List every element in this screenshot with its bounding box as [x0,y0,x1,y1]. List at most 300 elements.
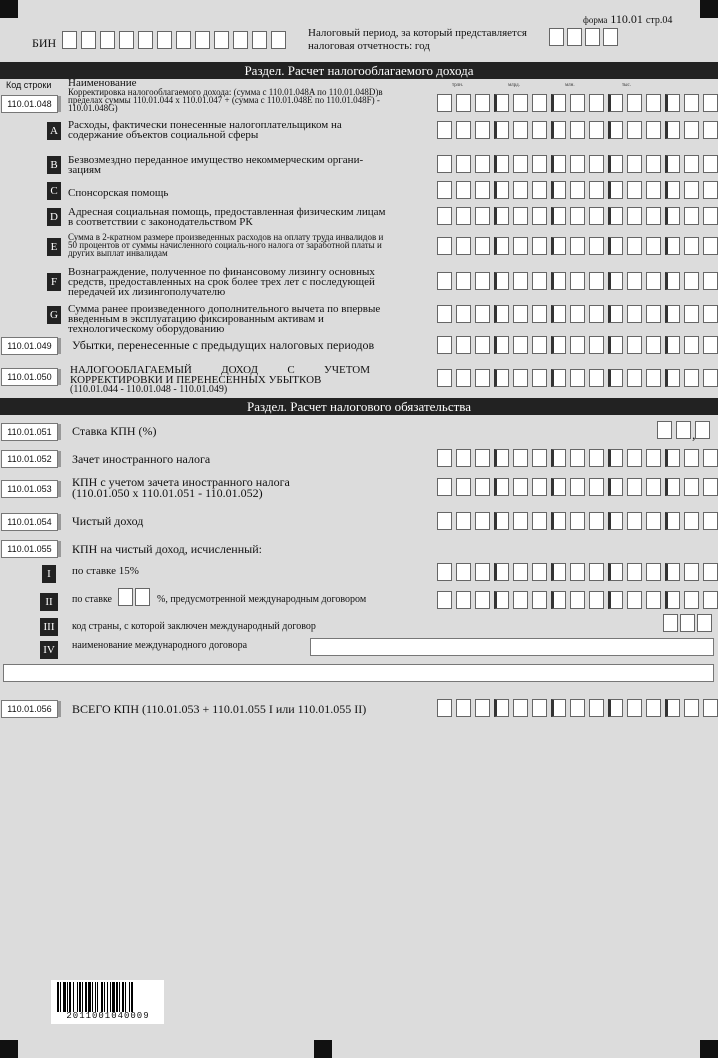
digit-cell[interactable] [494,181,509,199]
digit-cell[interactable] [195,31,210,49]
digit-cell[interactable] [589,591,604,609]
digit-cell[interactable] [81,31,96,49]
digit-cell[interactable] [513,512,528,530]
barcode-bar [131,982,133,1012]
digit-cell[interactable] [646,369,661,387]
digit-cell[interactable] [532,94,547,112]
treaty-name-input-continued[interactable] [3,664,714,682]
digit-cell[interactable] [570,181,585,199]
row-text-B: Безвозмездно переданное имущество некоммерческим органи-зациям [68,154,364,176]
digit-cell[interactable] [703,207,718,225]
digit-cell[interactable] [532,449,547,467]
digit-cell[interactable] [456,237,471,255]
digit-cell[interactable] [475,699,490,717]
digit-cell[interactable] [551,305,566,323]
digit-cell[interactable] [570,207,585,225]
digit-cell[interactable] [456,121,471,139]
digit-cell[interactable] [456,181,471,199]
digit-cell[interactable] [684,272,699,290]
digit-cell[interactable] [608,207,623,225]
digit-cell[interactable] [665,563,680,581]
digit-cell[interactable] [570,369,585,387]
digit-cell[interactable] [589,94,604,112]
digit-cell[interactable] [475,94,490,112]
digit-cell[interactable] [589,449,604,467]
digit-cell[interactable] [627,94,642,112]
digit-cell[interactable] [627,591,642,609]
digit-cell[interactable] [494,563,509,581]
digit-cell[interactable] [437,336,452,354]
digit-cell[interactable] [665,121,680,139]
digit-cell[interactable] [437,305,452,323]
digit-cell[interactable] [437,155,452,173]
digit-cell[interactable] [665,94,680,112]
row-text-G: Сумма ранее произведенного дополнительного вычета по впервые введенным в эксплуатацию фиксированным активам и технологическому оборудованию [68,303,381,335]
digit-cell[interactable] [589,237,604,255]
barcode-bar [79,982,81,1012]
digit-cell[interactable] [703,591,718,609]
digit-cell[interactable] [475,369,490,387]
digit-cell[interactable] [494,305,509,323]
digit-cell[interactable] [437,512,452,530]
digit-cell[interactable] [567,28,582,46]
digit-cell[interactable] [551,237,566,255]
barcode-bar [57,982,59,1012]
digit-cell[interactable] [570,449,585,467]
digit-cell[interactable] [589,272,604,290]
digit-cell[interactable] [627,155,642,173]
barcode-number: 2011001040009 [66,1011,150,1021]
digit-cell[interactable] [665,512,680,530]
digit-cell[interactable] [608,121,623,139]
digit-cell[interactable] [532,181,547,199]
digit-cell[interactable] [684,591,699,609]
digit-cell[interactable] [119,31,134,49]
digit-cell[interactable] [627,449,642,467]
digit-cell[interactable] [532,237,547,255]
barcode-bars [57,982,157,1012]
digit-cell[interactable] [494,699,509,717]
digit-cell[interactable] [513,121,528,139]
digit-cell[interactable] [676,421,691,439]
digit-cell[interactable] [627,369,642,387]
digit-cell[interactable] [665,305,680,323]
digit-cell[interactable] [437,121,452,139]
digit-cell[interactable] [475,478,490,496]
digit-cell[interactable] [456,94,471,112]
row-code-051: 110.01.051 [1,423,58,441]
digit-cell[interactable] [570,237,585,255]
digit-cell[interactable] [627,121,642,139]
digit-cell[interactable] [646,478,661,496]
digit-cell[interactable] [437,591,452,609]
row-text-052: Зачет иностранного налога [72,452,211,466]
digit-cell[interactable] [627,512,642,530]
row-text-II-before: по ставке [72,594,112,605]
digit-cell[interactable] [665,369,680,387]
digit-cell[interactable] [551,94,566,112]
digit-cell[interactable] [703,272,718,290]
digit-cell[interactable] [608,336,623,354]
digit-cell[interactable] [456,512,471,530]
digit-cell[interactable] [570,591,585,609]
digit-cell[interactable] [608,272,623,290]
digit-cell[interactable] [513,155,528,173]
digit-cell[interactable] [684,478,699,496]
digit-cell[interactable] [703,121,718,139]
digit-cell[interactable] [684,155,699,173]
digit-cell[interactable] [437,369,452,387]
digit-cell[interactable] [570,94,585,112]
digit-cell[interactable] [513,449,528,467]
digit-cell[interactable] [437,478,452,496]
digit-cell[interactable] [100,31,115,49]
digit-cell[interactable] [475,449,490,467]
digit-cell[interactable] [627,272,642,290]
letter-A: A [47,122,61,140]
digit-cell[interactable] [665,272,680,290]
digit-cell[interactable] [456,699,471,717]
digit-cell[interactable] [437,94,452,112]
digit-cell[interactable] [456,155,471,173]
digit-cell[interactable] [456,478,471,496]
digit-cell[interactable] [684,121,699,139]
digit-cell[interactable] [475,207,490,225]
digit-cell[interactable] [627,207,642,225]
digit-cell[interactable] [494,237,509,255]
digit-cell[interactable] [589,305,604,323]
digit-cell[interactable] [532,272,547,290]
barcode-bar [73,982,74,1012]
digit-cell[interactable] [494,94,509,112]
digit-cell[interactable] [570,336,585,354]
digit-cell[interactable] [684,237,699,255]
digit-cell[interactable] [532,699,547,717]
digit-cell[interactable] [456,563,471,581]
digit-cell[interactable] [608,369,623,387]
digit-cell[interactable] [589,478,604,496]
section-title-tax-liability: Раздел. Расчет налогового обязательства [0,398,718,415]
digit-cell[interactable] [456,305,471,323]
digit-cell[interactable] [570,512,585,530]
row-text-050: НАЛОГООБЛАГАЕМЫЙ ДОХОД С УЧЕТОМ КОРРЕКТИРОВКИ И ПЕРЕНЕСЕННЫХ УБЫТКОВ (110.01.044 - 110.01.048 - 110.01.049) [70,364,370,395]
digit-cell[interactable] [665,336,680,354]
digit-cell[interactable] [551,155,566,173]
digit-cell[interactable] [456,369,471,387]
row-text-C: Спонсорская помощь [68,187,169,199]
digit-cell[interactable] [703,512,718,530]
digit-cell[interactable] [437,237,452,255]
digit-cell[interactable] [475,181,490,199]
digit-cell[interactable] [703,94,718,112]
digit-cell[interactable] [608,181,623,199]
digit-cell[interactable] [494,512,509,530]
digit-cell[interactable] [513,591,528,609]
digit-cell[interactable] [684,512,699,530]
digit-cell[interactable] [703,478,718,496]
rate-comma: , [692,428,696,443]
row-text-IV: наименование международного договора [72,640,248,651]
digit-cell[interactable] [608,155,623,173]
digit-cell[interactable] [646,305,661,323]
digit-cell[interactable] [475,237,490,255]
digit-cell[interactable] [684,305,699,323]
digit-cell[interactable] [437,563,452,581]
digit-cell[interactable] [494,369,509,387]
digit-cell[interactable] [665,478,680,496]
digit-cell[interactable] [551,336,566,354]
digit-cell[interactable] [684,699,699,717]
digit-cell[interactable] [703,237,718,255]
digit-cell[interactable] [475,305,490,323]
digit-cell[interactable] [646,563,661,581]
digit-cell[interactable] [589,207,604,225]
digit-cell[interactable] [513,207,528,225]
digit-cell[interactable] [513,563,528,581]
digit-cell[interactable] [684,207,699,225]
digit-cell[interactable] [494,121,509,139]
digit-cell[interactable] [684,94,699,112]
digit-cell[interactable] [551,272,566,290]
digit-cell[interactable] [665,449,680,467]
digit-cell[interactable] [627,563,642,581]
digit-cell[interactable] [703,336,718,354]
digit-cell[interactable] [646,121,661,139]
digit-cell[interactable] [570,699,585,717]
row-text-049: Убытки, перенесенные с предыдущих налоговых периодов [72,338,375,352]
digit-cell[interactable] [680,614,695,632]
digit-cell[interactable] [703,155,718,173]
digit-cell[interactable] [608,449,623,467]
digit-cell[interactable] [627,237,642,255]
digit-cell[interactable] [646,181,661,199]
digit-cell[interactable] [627,336,642,354]
digit-cell[interactable] [513,336,528,354]
barcode-bar [95,982,96,1012]
digit-cell[interactable] [475,336,490,354]
letter-F: F [47,273,61,291]
digit-cell[interactable] [456,449,471,467]
corner-marker-bottom-right [700,1040,718,1058]
digit-cell[interactable] [608,512,623,530]
digit-cell[interactable] [646,237,661,255]
row-text-A: Расходы, фактически понесенные налогоплательщиком на содержание объектов социальной сферы [68,119,342,141]
digit-cell[interactable] [665,591,680,609]
digit-cell[interactable] [437,272,452,290]
digit-cell[interactable] [551,478,566,496]
digit-cell[interactable] [494,449,509,467]
digit-cell[interactable] [703,563,718,581]
corner-marker-bottom-left [0,1040,18,1058]
digit-cell[interactable] [271,31,286,49]
digit-cell[interactable] [118,588,133,606]
digit-cell[interactable] [532,563,547,581]
row-code-050: 110.01.050 [1,368,58,386]
digit-cell[interactable] [532,478,547,496]
digit-cell[interactable] [233,31,248,49]
digit-cell[interactable] [585,28,600,46]
digit-cell[interactable] [589,181,604,199]
digit-cell[interactable] [532,305,547,323]
letter-D: D [47,208,61,226]
treaty-name-input[interactable] [310,638,714,656]
digit-cell[interactable] [551,449,566,467]
digit-cell[interactable] [475,512,490,530]
row-text-054: Чистый доход [72,514,144,528]
digit-cell[interactable] [551,121,566,139]
digit-cell[interactable] [551,181,566,199]
barcode-bar [101,982,103,1012]
digit-cell[interactable] [532,512,547,530]
letter-B: B [47,156,61,174]
digit-cell[interactable] [665,181,680,199]
digit-cell[interactable] [456,207,471,225]
digit-cell[interactable] [570,272,585,290]
digit-cell[interactable] [608,237,623,255]
digit-cell[interactable] [603,28,618,46]
digit-cell[interactable] [456,272,471,290]
digit-cell[interactable] [475,155,490,173]
digit-cell[interactable] [608,305,623,323]
digit-cell[interactable] [475,563,490,581]
digit-cell[interactable] [627,699,642,717]
digit-cell[interactable] [665,699,680,717]
digit-cell[interactable] [551,591,566,609]
digit-cell[interactable] [214,31,229,49]
digit-cell[interactable] [646,591,661,609]
digit-cell[interactable] [494,272,509,290]
digit-cell[interactable] [551,699,566,717]
digit-cell[interactable] [570,121,585,139]
digit-cell[interactable] [589,121,604,139]
digit-cell[interactable] [665,237,680,255]
unit-mlrd: млрд. [508,83,520,88]
digit-cell[interactable] [532,121,547,139]
digit-cell[interactable] [646,512,661,530]
row-text-051: Ставка КПН (%) [72,424,157,438]
digit-cell[interactable] [684,336,699,354]
digit-cell[interactable] [589,155,604,173]
digit-cell[interactable] [494,207,509,225]
digit-cell[interactable] [513,181,528,199]
digit-cell[interactable] [684,369,699,387]
digit-cell[interactable] [513,478,528,496]
digit-cell[interactable] [532,591,547,609]
digit-cell[interactable] [551,207,566,225]
digit-cell[interactable] [475,121,490,139]
digit-cell[interactable] [570,155,585,173]
digit-cell[interactable] [703,305,718,323]
barcode-bar [110,982,111,1012]
digit-cell[interactable] [695,421,710,439]
digit-cell[interactable] [608,94,623,112]
digit-cell[interactable] [589,563,604,581]
digit-cell[interactable] [513,305,528,323]
digit-cell[interactable] [157,31,172,49]
digit-cell[interactable] [608,591,623,609]
digit-cell[interactable] [513,237,528,255]
digit-cell[interactable] [532,336,547,354]
digit-cell[interactable] [62,31,77,49]
digit-cell[interactable] [703,369,718,387]
digit-cell[interactable] [252,31,267,49]
digit-cell[interactable] [589,699,604,717]
digit-cell[interactable] [646,699,661,717]
digit-cell[interactable] [532,369,547,387]
digit-cell[interactable] [646,272,661,290]
row-code-048: 110.01.048 [1,95,58,113]
digit-cell[interactable] [570,305,585,323]
digit-cell[interactable] [608,478,623,496]
unit-trln: трлн. [452,83,464,88]
digit-cell[interactable] [138,31,153,49]
digit-cell[interactable] [663,614,678,632]
digit-cell[interactable] [589,512,604,530]
digit-cell[interactable] [665,155,680,173]
digit-cell[interactable] [176,31,191,49]
digit-cell[interactable] [703,181,718,199]
digit-cell[interactable] [532,207,547,225]
digit-cell[interactable] [437,181,452,199]
digit-cell[interactable] [703,449,718,467]
digit-cell[interactable] [551,563,566,581]
digit-cell[interactable] [684,563,699,581]
digit-cell[interactable] [570,563,585,581]
digit-cell[interactable] [475,272,490,290]
digit-cell[interactable] [532,155,547,173]
digit-cell[interactable] [684,181,699,199]
digit-cell[interactable] [437,207,452,225]
digit-cell[interactable] [627,181,642,199]
digit-cell[interactable] [513,272,528,290]
digit-cell[interactable] [646,207,661,225]
digit-cell[interactable] [456,336,471,354]
digit-cell[interactable] [549,28,564,46]
digit-cell[interactable] [627,305,642,323]
digit-cell[interactable] [513,699,528,717]
digit-cell[interactable] [697,614,712,632]
barcode-bar [69,982,71,1012]
digit-cell[interactable] [513,369,528,387]
digit-cell[interactable] [608,563,623,581]
digit-cell[interactable] [646,94,661,112]
digit-cell[interactable] [513,94,528,112]
digit-cell[interactable] [646,449,661,467]
digit-cell[interactable] [703,699,718,717]
digit-cell[interactable] [589,369,604,387]
digit-cell[interactable] [646,155,661,173]
digit-cell[interactable] [570,478,585,496]
digit-cell[interactable] [494,336,509,354]
digit-cell[interactable] [437,699,452,717]
digit-cell[interactable] [494,478,509,496]
digit-cell[interactable] [684,449,699,467]
digit-cell[interactable] [551,512,566,530]
digit-cell[interactable] [665,207,680,225]
digit-cell[interactable] [437,449,452,467]
digit-cell[interactable] [494,591,509,609]
digit-cell[interactable] [589,336,604,354]
digit-cell[interactable] [494,155,509,173]
digit-cell[interactable] [475,591,490,609]
digit-cell[interactable] [551,369,566,387]
digit-cell[interactable] [657,421,672,439]
digit-cell[interactable] [608,699,623,717]
digit-cell[interactable] [646,336,661,354]
digit-cell[interactable] [135,588,150,606]
digit-cell[interactable] [627,478,642,496]
digit-cell[interactable] [456,591,471,609]
